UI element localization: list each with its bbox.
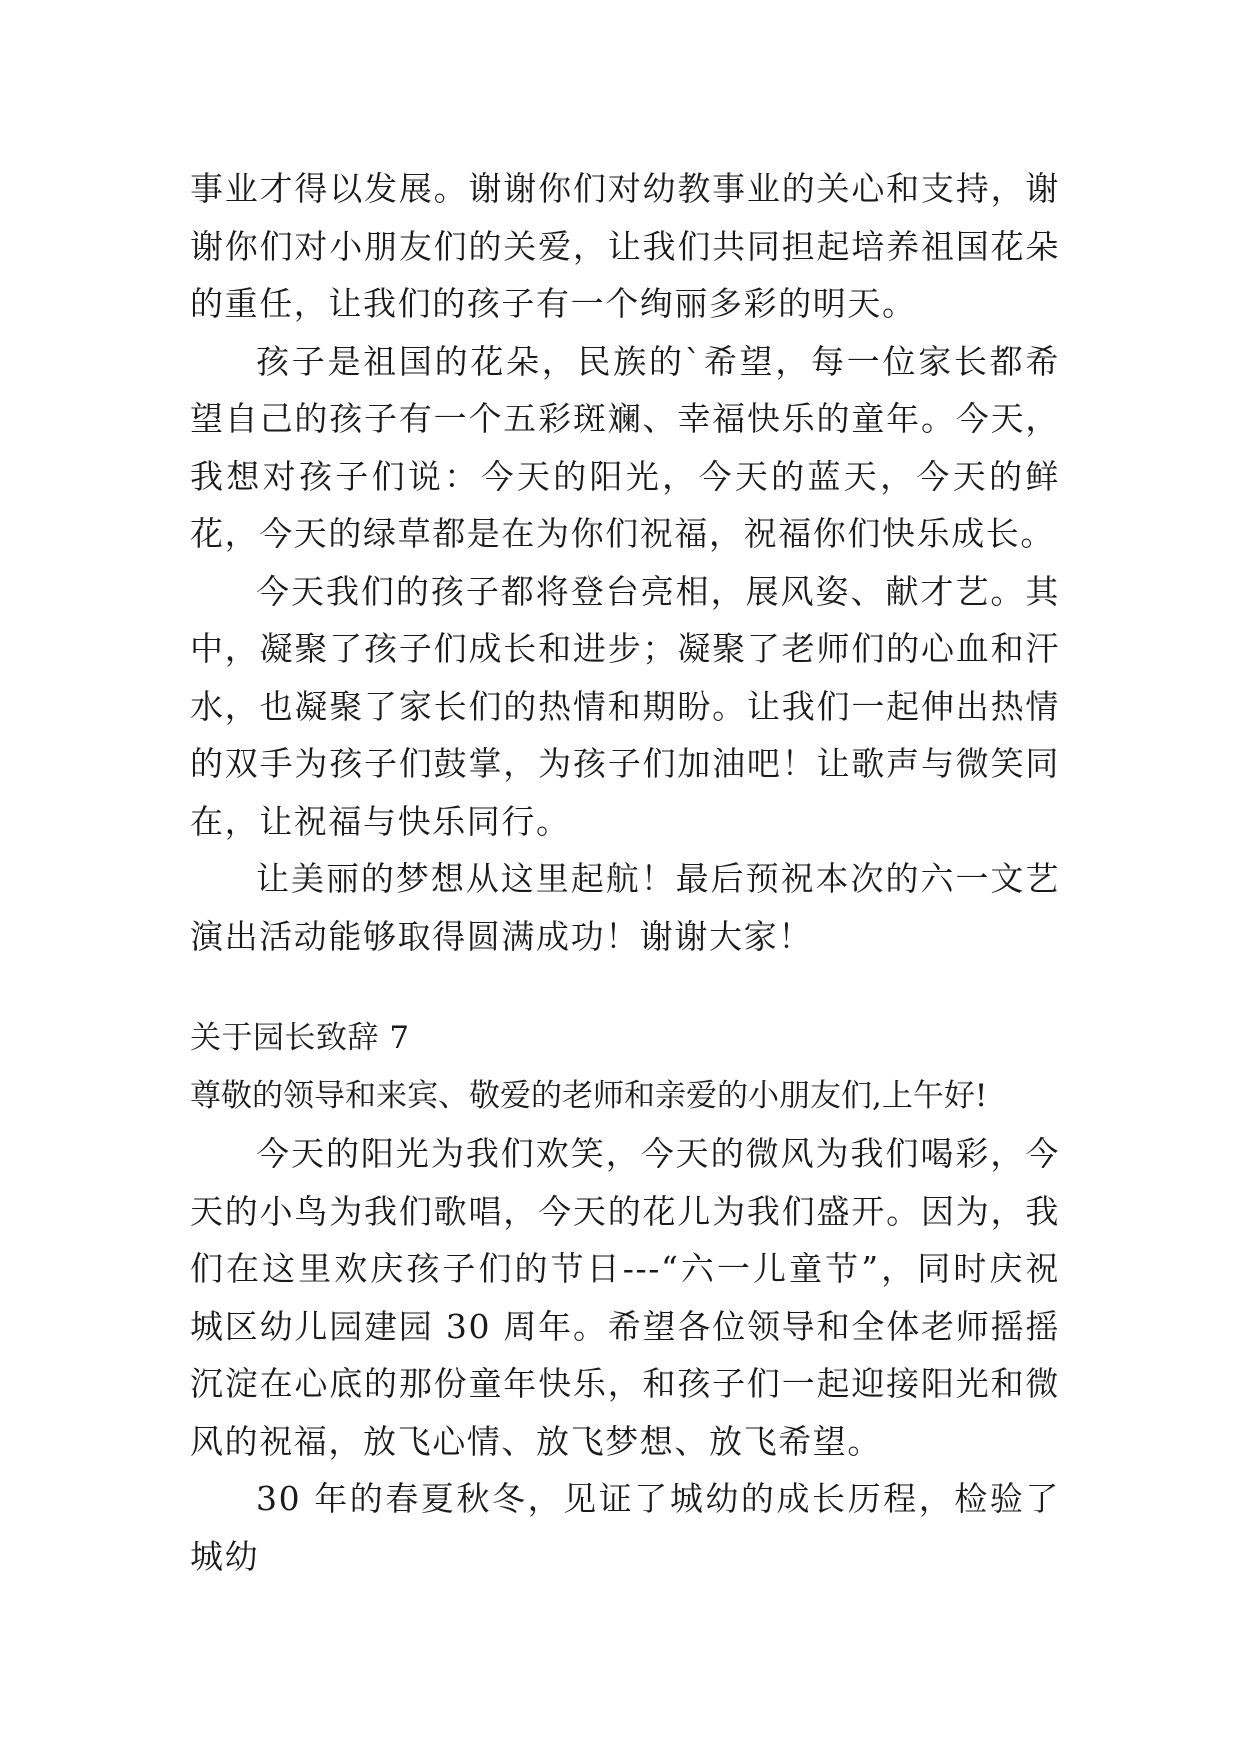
- paragraph: 孩子是祖国的花朵，民族的`希望，每一位家长都希望自己的孩子有一个五彩斑斓、幸福快乐的童年。今天，我想对孩子们说：今天的阳光，今天的蓝天，今天的鲜花，今天的绿草都是在为你们祝福，祝福你们快乐成长。: [190, 341, 1060, 553]
- paragraph-continued: 事业才得以发展。谢谢你们对幼教事业的关心和支持，谢谢你们对小朋友们的关爱，让我们共同担起培养祖国花朵的重任，让我们的孩子有一个绚丽多彩的明天。: [190, 169, 1060, 323]
- salutation: 尊敬的领导和来宾、敬爱的老师和亲爱的小朋友们,上午好!: [190, 1077, 988, 1114]
- paragraph-truncated: 30 年的春夏秋冬，见证了城幼的成长历程，检验了城幼: [190, 1479, 1060, 1576]
- document-body: [190, 160, 1060, 1585]
- section-heading: 关于园长致辞 7: [190, 1020, 410, 1056]
- paragraph: 让美丽的梦想从这里起航！最后预祝本次的六一文艺演出活动能够取得圆满成功！谢谢大家！: [190, 859, 1060, 956]
- paragraph: 今天的阳光为我们欢笑，今天的微风为我们喝彩，今天的小鸟为我们歌唱，今天的花儿为我们盛开。因为，我们在这里欢庆孩子们的节日---“六一儿童节”，同时庆祝城区幼儿园建园 30 周年。希望各位领导和全体老师摇摇沉淀在心底的那份童年快乐，和孩子们一起迎接阳光和微风的祝福，放飞心情、放飞梦想、放飞希望。: [190, 1134, 1060, 1461]
- paragraph: 今天我们的孩子都将登台亮相，展风姿、献才艺。其中，凝聚了孩子们成长和进步；凝聚了老师们的心血和汗水，也凝聚了家长们的热情和期盼。让我们一起伸出热情的双手为孩子们鼓掌，为孩子们加油吧！让歌声与微笑同在，让祝福与快乐同行。: [190, 571, 1060, 841]
